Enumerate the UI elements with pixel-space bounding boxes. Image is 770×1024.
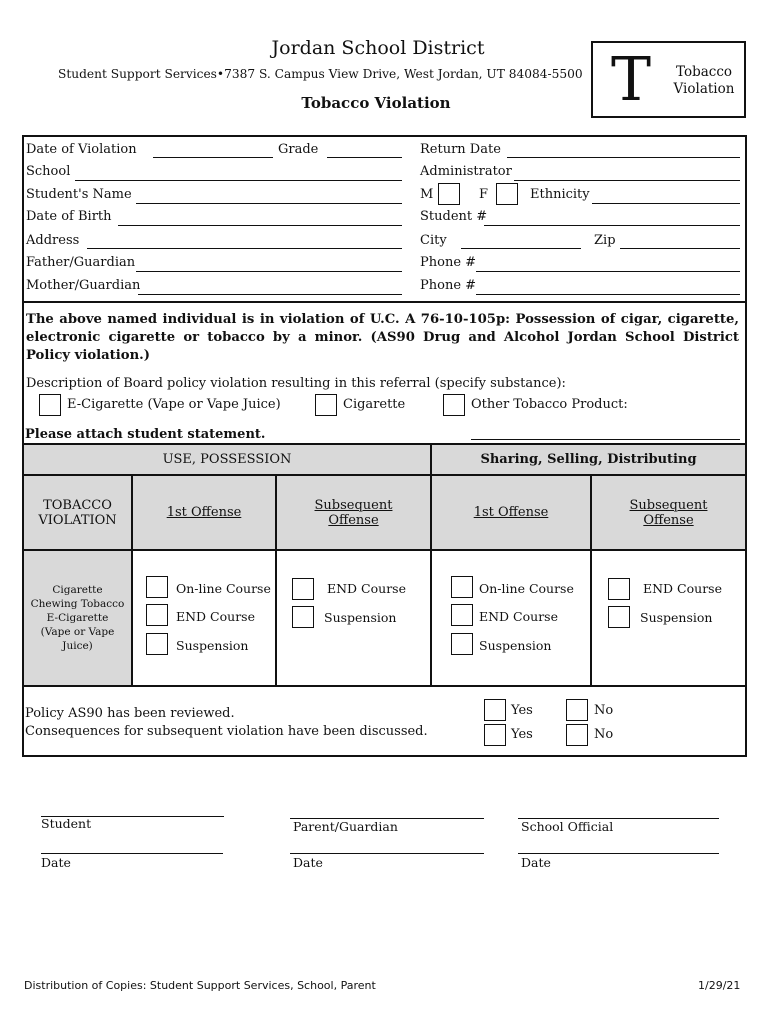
student-signature-label: Student [41,816,92,831]
badge-text-2: Violation [673,81,735,97]
school-field[interactable] [75,180,402,181]
discussed-yes-label: Yes [511,727,533,742]
col-sell-subsequent-line-1: Subsequent [629,497,708,513]
violation-statement: The above named individual is in violation of U.C. A 76-10-105p: Possession of cigar, cigarette, electronic cigarette or tobacco by a minor. (AS90 Drug and Alcohol Jordan School District Policy violation.) [26,312,739,363]
sell-subsequent-suspension-label: Suspension [640,610,713,625]
sell-first-suspension-label: Suspension [479,638,552,653]
parent-signature-label: Parent/Guardian [293,819,398,834]
male-label: M [420,187,434,202]
col-sell-first-offense: 1st Offense [430,474,592,551]
group-use-possession: USE, POSSESSION [22,443,432,476]
revision-date: 1/29/21 [698,979,741,992]
col-sell-subsequent-line-2: Offense [643,512,694,528]
use-subsequent-end-label: END Course [327,581,406,596]
use-first-end-checkbox[interactable] [146,604,168,626]
consequences-discussed-label: Consequences for subsequent violation have been discussed. [25,724,428,739]
discussed-no-checkbox[interactable] [566,724,588,746]
school-label: School [26,164,71,179]
students-name-field[interactable] [136,203,402,204]
use-subsequent-suspension-checkbox[interactable] [292,606,314,628]
zip-label: Zip [594,233,616,248]
address-field[interactable] [87,248,402,249]
sell-subsequent-end-label: END Course [643,581,722,596]
administrator-label: Administrator [420,164,512,179]
date-of-birth-field[interactable] [118,225,402,226]
description-label: Description of Board policy violation resulting in this referral (specify substance): [26,376,566,391]
col-use-first-offense: 1st Offense [131,474,277,551]
use-first-end-label: END Course [176,609,255,624]
phone-1-label: Phone # [420,255,477,270]
female-label: F [479,187,489,202]
grade-label: Grade [278,142,319,157]
return-date-label: Return Date [420,142,501,157]
section-divider [22,301,747,303]
city-label: City [420,233,447,248]
policy-reviewed-label: Policy AS90 has been reviewed. [25,706,235,721]
product-vape-2: Juice) [62,640,93,652]
date-of-violation-label: Date of Violation [26,142,137,157]
reviewed-yes-label: Yes [511,703,533,718]
product-list [22,549,133,687]
sell-subsequent-suspension-checkbox[interactable] [608,606,630,628]
sell-first-suspension-checkbox[interactable] [451,633,473,655]
cigarette-label: Cigarette [343,397,406,412]
product-chewing-tobacco: Chewing Tobacco [30,598,125,610]
phone-2-field[interactable] [476,294,740,295]
use-subsequent-suspension-label: Suspension [324,610,397,625]
sell-first-end-checkbox[interactable] [451,604,473,626]
sell-first-online-label: On-line Course [479,581,574,596]
phone-2-label: Phone # [420,278,477,293]
discussed-yes-checkbox[interactable] [484,724,506,746]
row-header-line-2: VIOLATION [38,512,117,528]
zip-field[interactable] [620,248,740,249]
row-header-tobacco-violation [22,474,133,551]
reviewed-yes-checkbox[interactable] [484,699,506,721]
e-cigarette-label: E-Cigarette (Vape or Vape Juice) [67,397,281,412]
student-date-line[interactable] [41,853,223,854]
row-header-line-1: TOBACCO [43,497,112,513]
attach-statement: Please attach student statement. [25,427,266,442]
student-number-label: Student # [420,209,488,224]
product-e-cigarette: E-Cigarette [46,612,109,624]
mother-guardian-label: Mother/Guardian [26,278,141,293]
col-use-subsequent-line-2: Offense [328,512,379,528]
female-checkbox[interactable] [496,183,518,205]
parent-date-label: Date [293,855,323,870]
other-tobacco-label: Other Tobacco Product: [471,397,628,412]
distribution-note: Distribution of Copies: Student Support Services, School, Parent [24,979,376,992]
group-sharing-selling: Sharing, Selling, Distributing [430,443,747,476]
sell-subsequent-end-checkbox[interactable] [608,578,630,600]
student-date-label: Date [41,855,71,870]
discussed-no-label: No [594,727,614,742]
reviewed-no-label: No [594,703,614,718]
badge-letter: T [611,45,652,115]
father-guardian-field[interactable] [136,271,402,272]
official-date-label: Date [521,855,551,870]
student-number-field[interactable] [484,225,740,226]
district-name: Jordan School District [271,37,485,59]
district-address: Student Support Services•7387 S. Campus View Drive, West Jordan, UT 84084-5500 [58,67,583,81]
consequence-table [22,443,747,687]
other-tobacco-field[interactable] [471,439,740,440]
form-title: Tobacco Violation [301,94,451,112]
administrator-field[interactable] [514,180,740,181]
date-of-violation-field[interactable] [153,157,273,158]
official-date-line[interactable] [518,853,719,854]
other-tobacco-checkbox[interactable] [443,394,465,416]
e-cigarette-checkbox[interactable] [39,394,61,416]
return-date-field[interactable] [507,157,740,158]
ethnicity-field[interactable] [592,203,740,204]
grade-field[interactable] [327,157,402,158]
official-signature-label: School Official [521,819,614,834]
form-badge [591,41,746,118]
use-first-suspension-checkbox[interactable] [146,633,168,655]
male-checkbox[interactable] [438,183,460,205]
phone-1-field[interactable] [476,271,740,272]
father-guardian-label: Father/Guardian [26,255,136,270]
use-first-online-label: On-line Course [176,581,271,596]
use-first-suspension-label: Suspension [176,638,249,653]
mother-guardian-field[interactable] [138,294,402,295]
col-use-subsequent [275,474,432,551]
ethnicity-label: Ethnicity [530,187,590,202]
students-name-label: Student's Name [26,187,132,202]
col-use-subsequent-line-1: Subsequent [314,497,393,513]
city-field[interactable] [461,248,581,249]
use-subsequent-end-checkbox[interactable] [292,578,314,600]
sell-first-end-label: END Course [479,609,558,624]
sell-first-online-checkbox[interactable] [451,576,473,598]
product-cigarette: Cigarette [52,584,103,596]
parent-date-line[interactable] [290,853,484,854]
badge-text-1: Tobacco [675,64,733,80]
col-sell-subsequent [590,474,747,551]
date-of-birth-label: Date of Birth [26,209,112,224]
cigarette-checkbox[interactable] [315,394,337,416]
reviewed-no-checkbox[interactable] [566,699,588,721]
use-first-online-checkbox[interactable] [146,576,168,598]
product-vape-1: (Vape or Vape [40,626,115,638]
address-label: Address [26,233,80,248]
